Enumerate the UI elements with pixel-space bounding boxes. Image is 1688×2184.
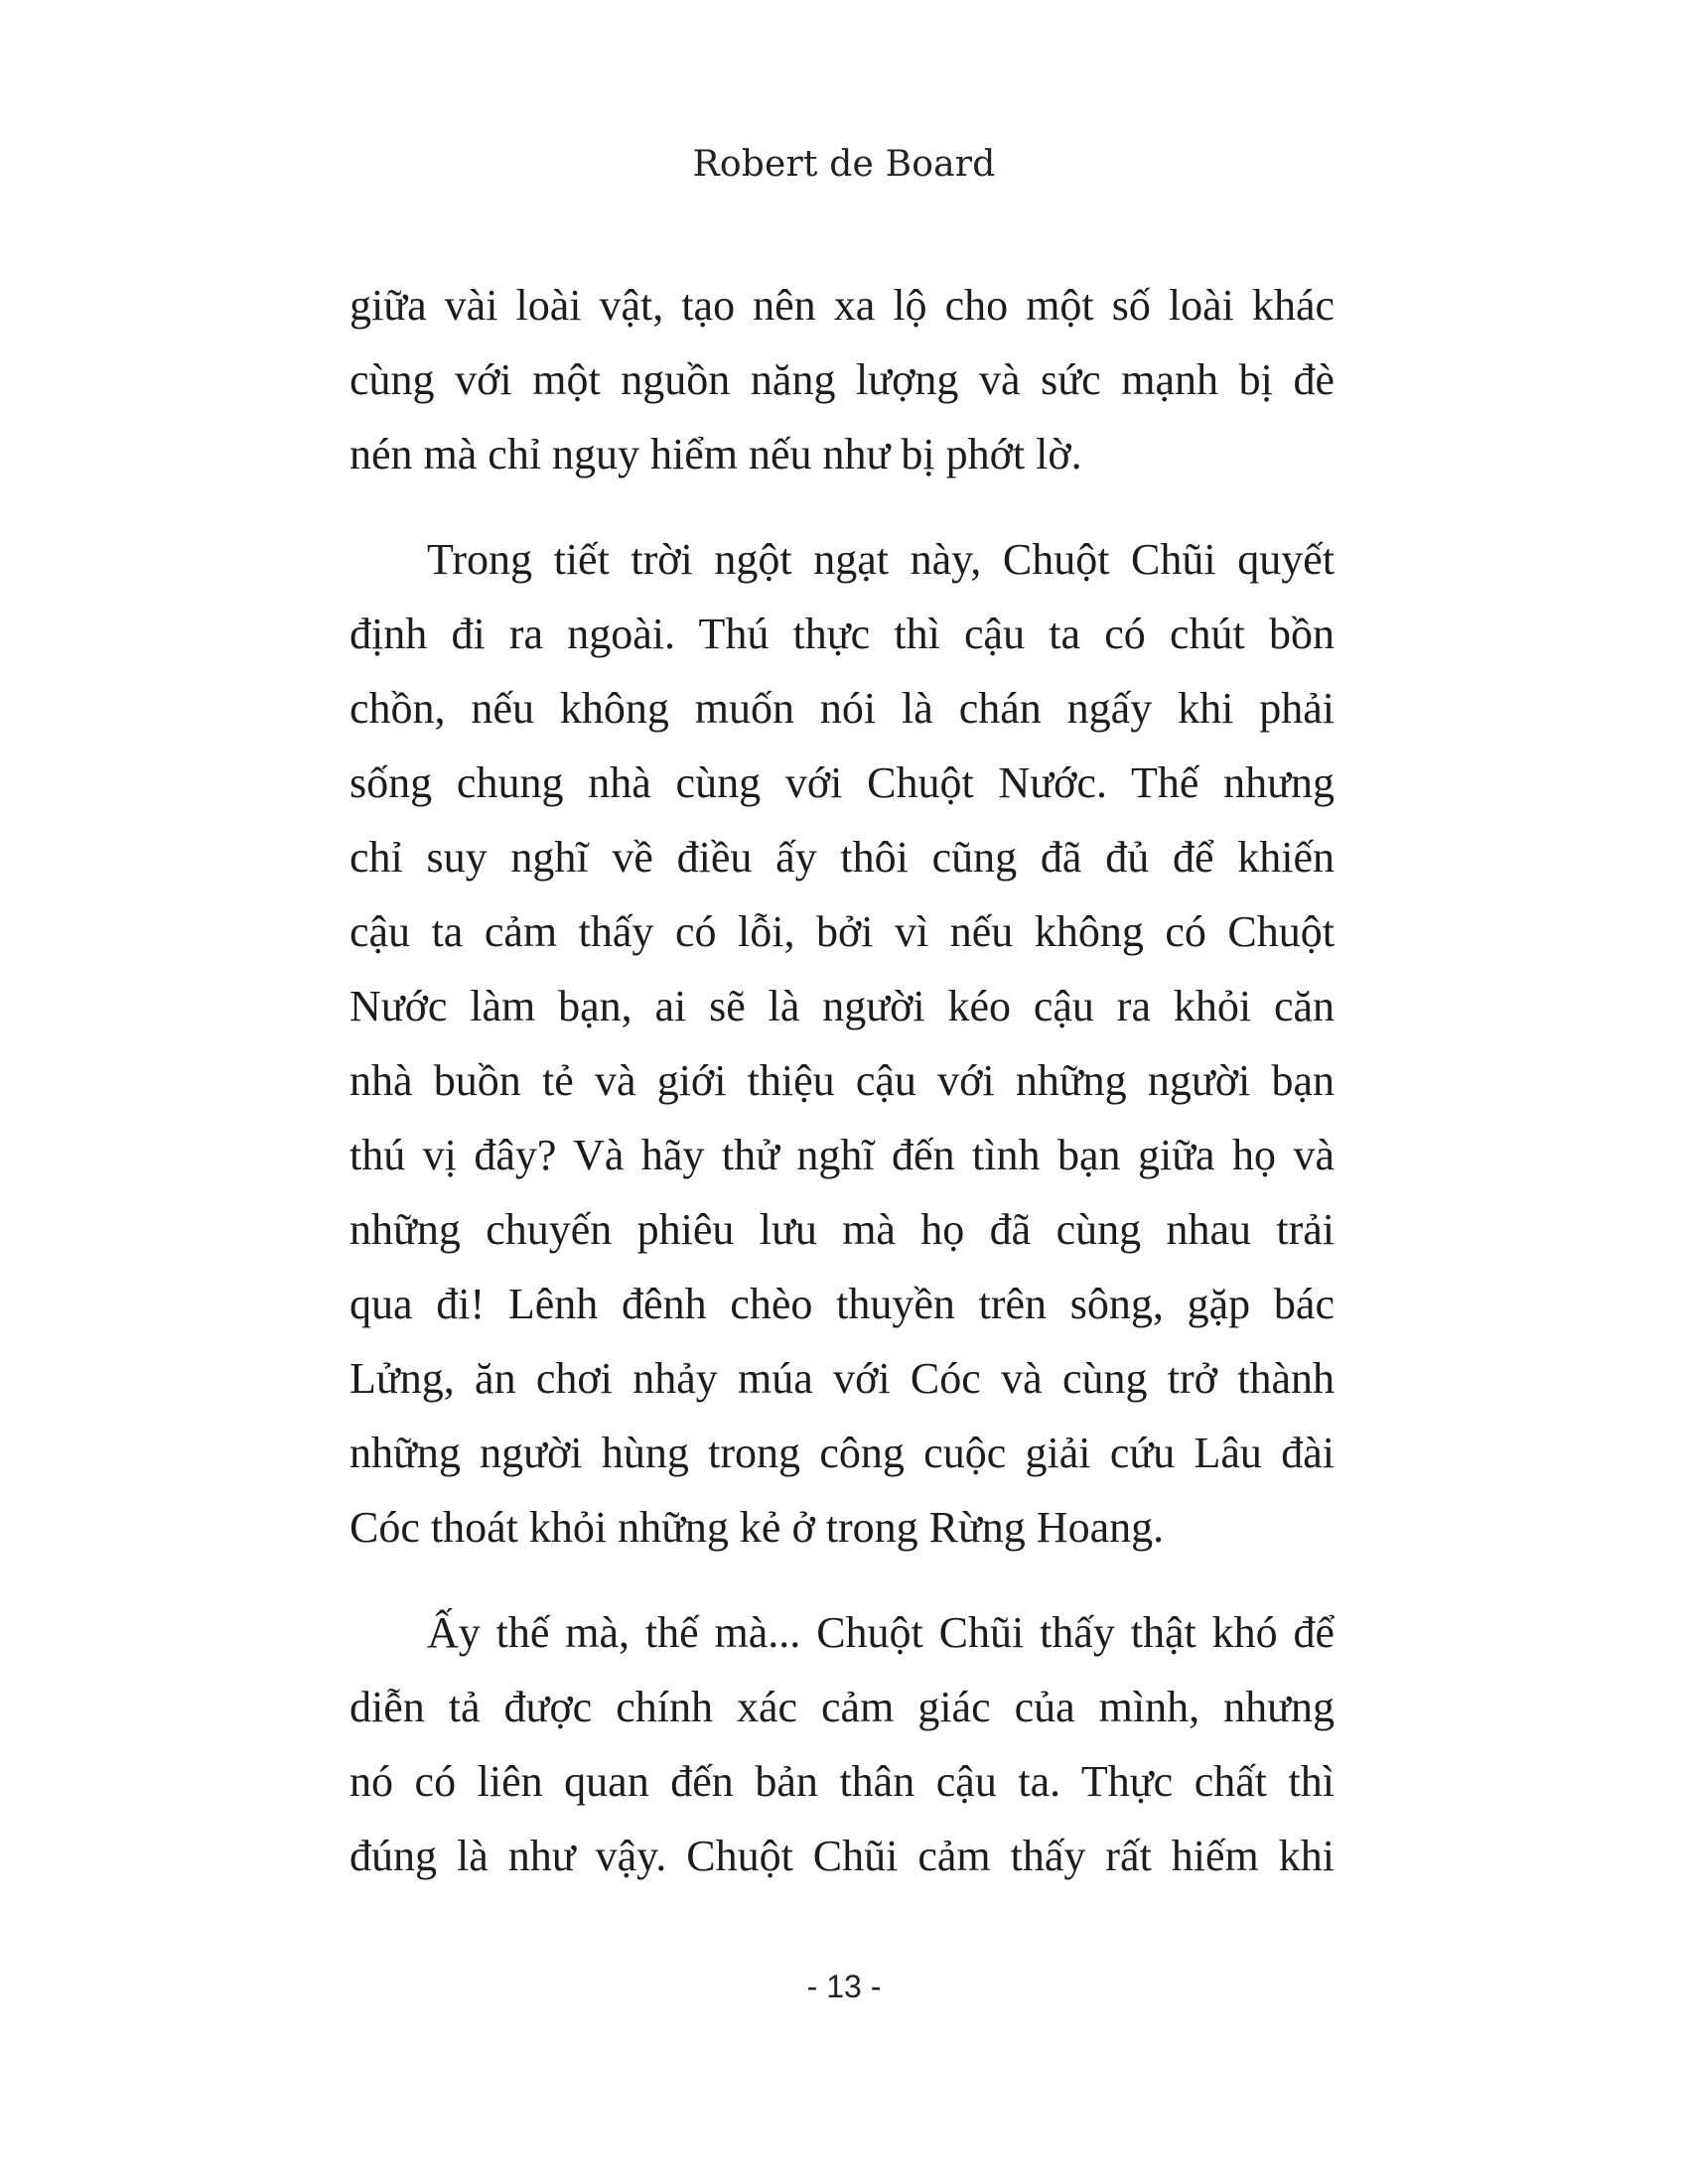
text-line: nén mà chỉ nguy hiểm nếu như bị phớt lờ. xyxy=(350,430,1082,478)
text-line: Ấy thế mà, thế mà... Chuột Chũi thấy thật khó để xyxy=(427,1608,1335,1657)
text-line: định đi ra ngoài. Thú thực thì cậu ta có chút bồn xyxy=(350,610,1335,658)
text-line: đúng là như vậy. Chuột Chũi cảm thấy rất hiếm khi xyxy=(350,1832,1335,1880)
body-text xyxy=(350,268,1335,1924)
text-line: Cóc thoát khỏi những kẻ ở trong Rừng Hoang. xyxy=(350,1503,1165,1552)
text-line: giữa vài loài vật, tạo nên xa lộ cho một số loài khác xyxy=(350,281,1335,330)
text-line: thú vị đây? Và hãy thử nghĩ đến tình bạn giữa họ và xyxy=(350,1131,1335,1179)
text-line: nhà buồn tẻ và giới thiệu cậu với những người bạn xyxy=(350,1056,1335,1105)
text-line: Trong tiết trời ngột ngạt này, Chuột Chũi quyết xyxy=(427,535,1335,584)
text-line: nó có liên quan đến bản thân cậu ta. Thực chất thì xyxy=(350,1757,1335,1806)
paragraph-1 xyxy=(350,268,1335,491)
text-line: chồn, nếu không muốn nói là chán ngấy khi phải xyxy=(350,684,1335,733)
text-line: Nước làm bạn, ai sẽ là người kéo cậu ra khỏi căn xyxy=(350,982,1335,1030)
text-line: những chuyến phiêu lưu mà họ đã cùng nhau trải xyxy=(350,1205,1335,1254)
text-line: diễn tả được chính xác cảm giác của mình, nhưng xyxy=(350,1683,1335,1731)
paragraph-2 xyxy=(350,522,1335,1565)
running-header: Robert de Board xyxy=(692,144,996,185)
text-line: Lửng, ăn chơi nhảy múa với Cóc và cùng trở thành xyxy=(350,1354,1335,1403)
paragraph-3 xyxy=(350,1595,1335,1893)
text-line: cùng với một nguồn năng lượng và sức mạnh bị đè xyxy=(350,355,1335,404)
text-line: qua đi! Lênh đênh chèo thuyền trên sông, gặp bác xyxy=(350,1280,1335,1328)
page-number: - 13 - xyxy=(806,1969,882,2004)
text-line: chỉ suy nghĩ về điều ấy thôi cũng đã đủ để khiến xyxy=(350,833,1335,882)
text-line: cậu ta cảm thấy có lỗi, bởi vì nếu không có Chuột xyxy=(350,907,1335,956)
text-line: những người hùng trong công cuộc giải cứu Lâu đài xyxy=(350,1429,1335,1477)
text-line: sống chung nhà cùng với Chuột Nước. Thế nhưng xyxy=(350,758,1335,807)
